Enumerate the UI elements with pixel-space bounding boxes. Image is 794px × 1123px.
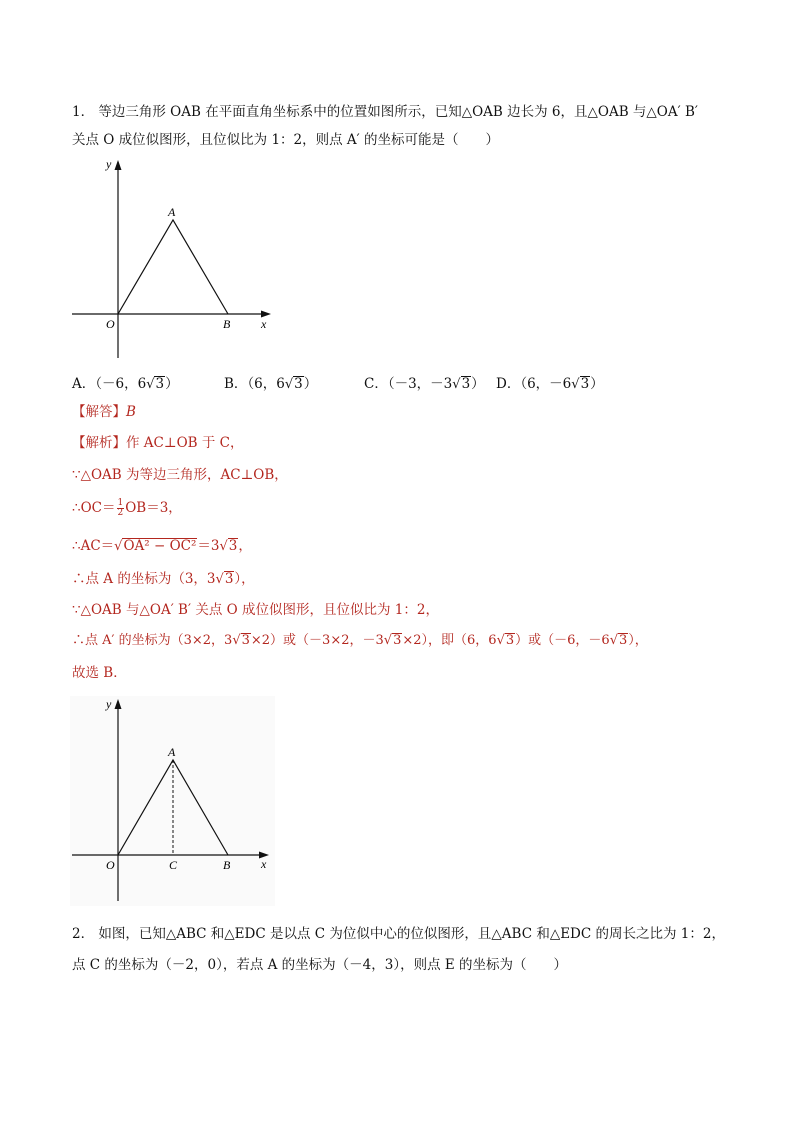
q1-analysis-step6: ∵△OAB 与△OA′ B′ 关点 O 成位似图形，且位似比为 1：2，: [72, 602, 439, 618]
q1-analysis-step2: ∵△OAB 为等边三角形，AC⊥OB，: [72, 467, 288, 483]
answer-tag: 【解答】: [72, 404, 126, 420]
y-axis-label: y: [106, 158, 112, 171]
x-axis-label: x: [261, 317, 267, 331]
answer-value: B: [126, 404, 136, 420]
x-axis-label: x: [261, 857, 267, 871]
analysis-tag: 【解析】: [72, 435, 126, 451]
q1-option-b[interactable]: B．（6，6√3）: [224, 376, 318, 392]
q1-analysis-step4: ∴AC＝√OA² − OC²＝3√3，: [72, 538, 252, 554]
q1-stem-line1: 1． 等边三角形 OAB 在平面直角坐标系中的位置如图所示，已知△OAB 边长为 6，且△OAB 与△OA′ B′: [72, 104, 698, 120]
q1-option-d[interactable]: D．（6，－6√3）: [496, 376, 604, 392]
point-o-label: O: [106, 317, 115, 331]
point-a-label: A: [168, 745, 176, 759]
point-o-label: O: [106, 858, 115, 872]
q1-figure-solution: [70, 696, 275, 906]
point-a-label: A: [168, 205, 176, 219]
q1-option-a[interactable]: A．（－6，6√3）: [72, 376, 179, 392]
q1-figure-triangle: [68, 158, 278, 363]
q2-stem-line2: 点 C 的坐标为（－2，0），若点 A 的坐标为（－4，3），则点 E 的坐标为（ ）: [72, 957, 568, 973]
q1-analysis-conclusion: 故选 B．: [72, 665, 127, 681]
q1-option-c[interactable]: C．（－3，－3√3）: [364, 376, 485, 392]
q1-stem-line2: 关点 O 成位似图形，且位似比为 1：2，则点 A′ 的坐标可能是（ ）: [72, 132, 500, 148]
point-b-label: B: [223, 317, 231, 331]
fraction-one-half: $\frac{1}{2}$: [117, 498, 124, 518]
q1-analysis-step3: ∴OC＝ $\frac{1}{2}$ OB＝3，: [72, 498, 182, 518]
y-axis-label: y: [106, 697, 112, 711]
triangle-oab: [118, 220, 228, 314]
y-axis-arrow-icon: [115, 160, 122, 170]
q1-analysis-step7: ∴点 A′ 的坐标为（3×2，3√3×2）或（－3×2，－3√3×2），即（6，6√3）或（－6，－6√3），: [72, 633, 648, 648]
q2-stem-line1: 2． 如图，已知△ABC 和△EDC 是以点 C 为位似中心的位似图形，且△ABC 和△EDC 的周长之比为 1：2，: [72, 926, 725, 942]
q1-analysis-step5: ∴点 A 的坐标为（3，3√3），: [72, 571, 255, 587]
point-c-label: C: [169, 858, 178, 872]
q1-answer: [72, 403, 136, 421]
point-b-label: B: [223, 858, 231, 872]
q1-analysis-step1: 【解析】作 AC⊥OB 于 C，: [72, 435, 244, 451]
